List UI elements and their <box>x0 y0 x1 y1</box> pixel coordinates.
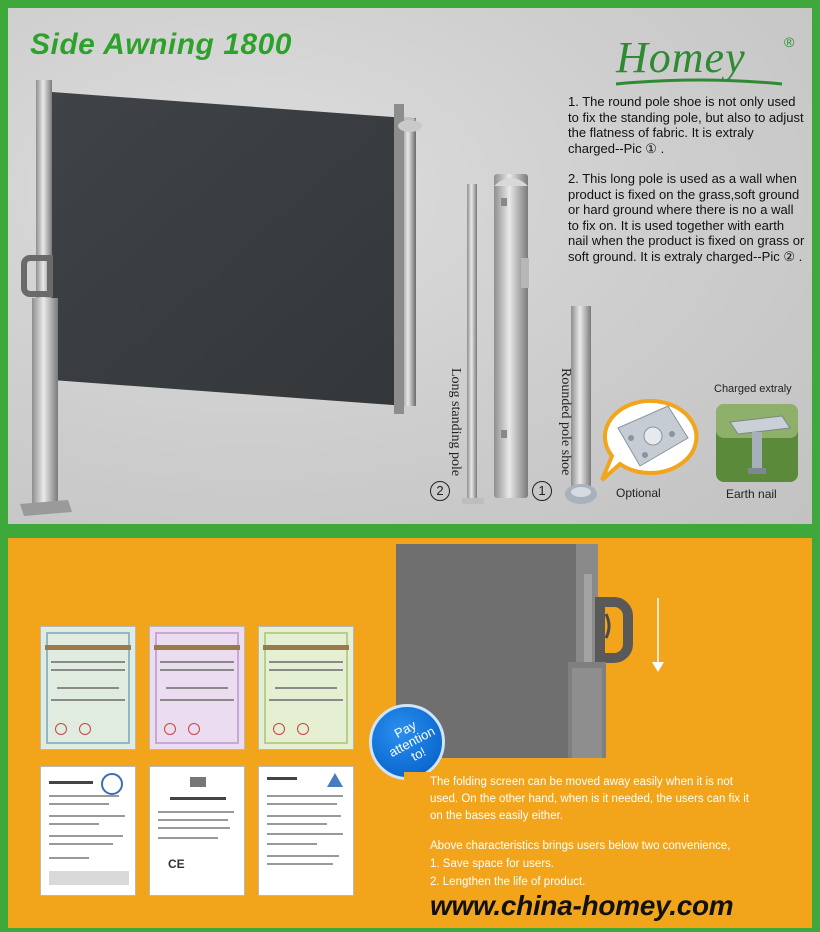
pole-shoe-label: Rounded pole shoe <box>558 368 573 476</box>
product-overview-panel <box>8 8 812 524</box>
desc-line-1: The folding screen can be moved away easily when it is not <box>430 776 733 788</box>
long-pole-wide <box>494 174 528 498</box>
conformity-document <box>40 766 136 896</box>
test-report-document <box>258 766 354 896</box>
product-title: Side Awning 1800 <box>30 28 292 61</box>
optional-label: Optional <box>616 486 661 500</box>
long-pole-label: Long standing pole <box>448 368 463 477</box>
note-pole-shoe: 1. The round pole shoe is not only used to fix the standing pole, but also to adjust the flatness of fabric. It is extraly charged--Pic ① . <box>568 94 804 156</box>
pay-attention-text: Pay attention to! <box>386 717 438 764</box>
pic-number-2: 2 <box>430 481 450 501</box>
handle-detail-illustration <box>396 544 812 758</box>
note-long-pole: 2. This long pole is used as a wall when product is fixed on the grass,soft ground or hard ground where there is no a wall to fix on. It is used together with earth nail when the product is fixed on grass or soft ground. It is extraly charged--Pic ② . <box>568 171 805 264</box>
registered-mark: ® <box>784 34 795 50</box>
brand-name: Homey <box>616 33 746 82</box>
ce-certificate-document: CE <box>149 766 245 896</box>
long-pole-thin <box>467 184 477 504</box>
base-plate <box>20 500 72 516</box>
certificate-1 <box>40 626 136 750</box>
desc-line-4: Above characteristics brings users below two convenience, <box>430 840 731 852</box>
pay-attention-badge <box>369 704 445 780</box>
down-arrow-icon <box>652 662 664 672</box>
handle-detail-photo <box>396 544 812 758</box>
desc-line-5: 1. Save space for users. <box>430 858 555 870</box>
certificate-3 <box>258 626 354 750</box>
pic-number-1: 1 <box>532 481 552 501</box>
certificate-2 <box>149 626 245 750</box>
earth-nail-label: Earth nail <box>726 487 777 501</box>
desc-line-6: 2. Lengthen the life of product. <box>430 876 586 888</box>
desc-line-2: used. On the other hand, when is it needed, the users can fix it <box>430 793 750 805</box>
support-post <box>32 298 58 508</box>
awning-illustration <box>8 8 812 524</box>
pole-shoe-tube <box>571 306 591 490</box>
website-url[interactable]: www.china-homey.com <box>430 890 734 921</box>
awning-fabric <box>52 92 406 406</box>
charged-extraly-label: Charged extraly <box>714 383 792 395</box>
desc-line-3: on the bases easily either. <box>430 810 563 822</box>
certificates-panel <box>8 538 812 928</box>
